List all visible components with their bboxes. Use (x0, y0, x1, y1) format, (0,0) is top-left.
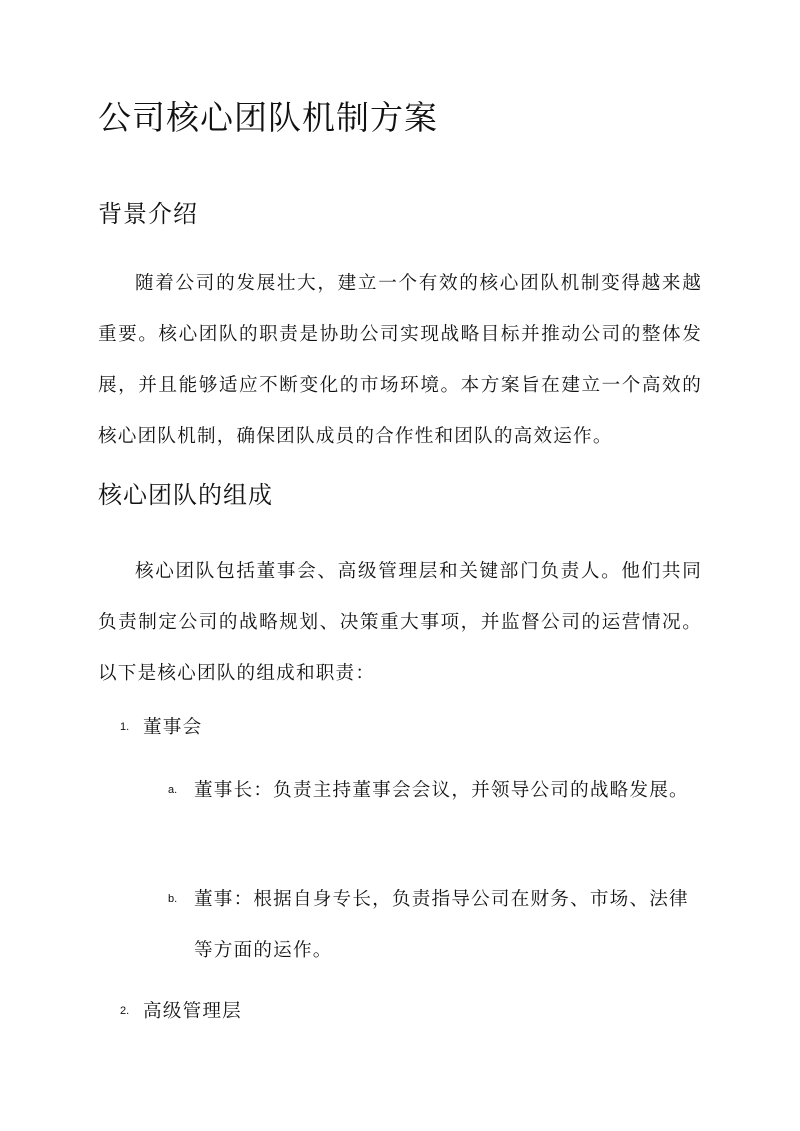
sub-list-item-text: 董事：根据自身专长，负责指导公司在财务、市场、法律等方面的运作。 (194, 889, 689, 961)
list-marker: 1. (120, 721, 130, 733)
team-composition-paragraph: 核心团队包括董事会、高级管理层和关键部门负责人。他们共同负责制定公司的战略规划、决策重大事项，并监督公司的运营情况。以下是核心团队的组成和职责： (98, 561, 702, 684)
list-item-label: 高级管理层 (143, 1001, 242, 1022)
sub-list-marker: a. (168, 784, 178, 796)
sub-list-item-director (0, 874, 800, 976)
list-item-label: 董事会 (143, 717, 203, 738)
sub-list-marker: b. (168, 893, 178, 905)
list-item-board (0, 702, 800, 753)
list-item-senior-management (0, 986, 800, 1037)
sub-list-item-chairman (0, 765, 800, 867)
document-title: 公司核心团队机制方案 (98, 98, 438, 137)
section-heading-background: 背景介绍 (98, 200, 198, 228)
background-paragraph: 随着公司的发展壮大，建立一个有效的核心团队机制变得越来越重要。核心团队的职责是协助公司实现战略目标并推动公司的整体发展，并且能够适应不断变化的市场环境。本方案旨在建立一个高效的核心团队机制，确保团队成员的合作性和团队的高效运作。 (98, 273, 702, 447)
sub-list-item-text: 董事长：负责主持董事会会议，并领导公司的战略发展。 (194, 780, 689, 801)
list-marker: 2. (120, 1005, 130, 1017)
section-heading-team-composition: 核心团队的组成 (98, 481, 273, 509)
